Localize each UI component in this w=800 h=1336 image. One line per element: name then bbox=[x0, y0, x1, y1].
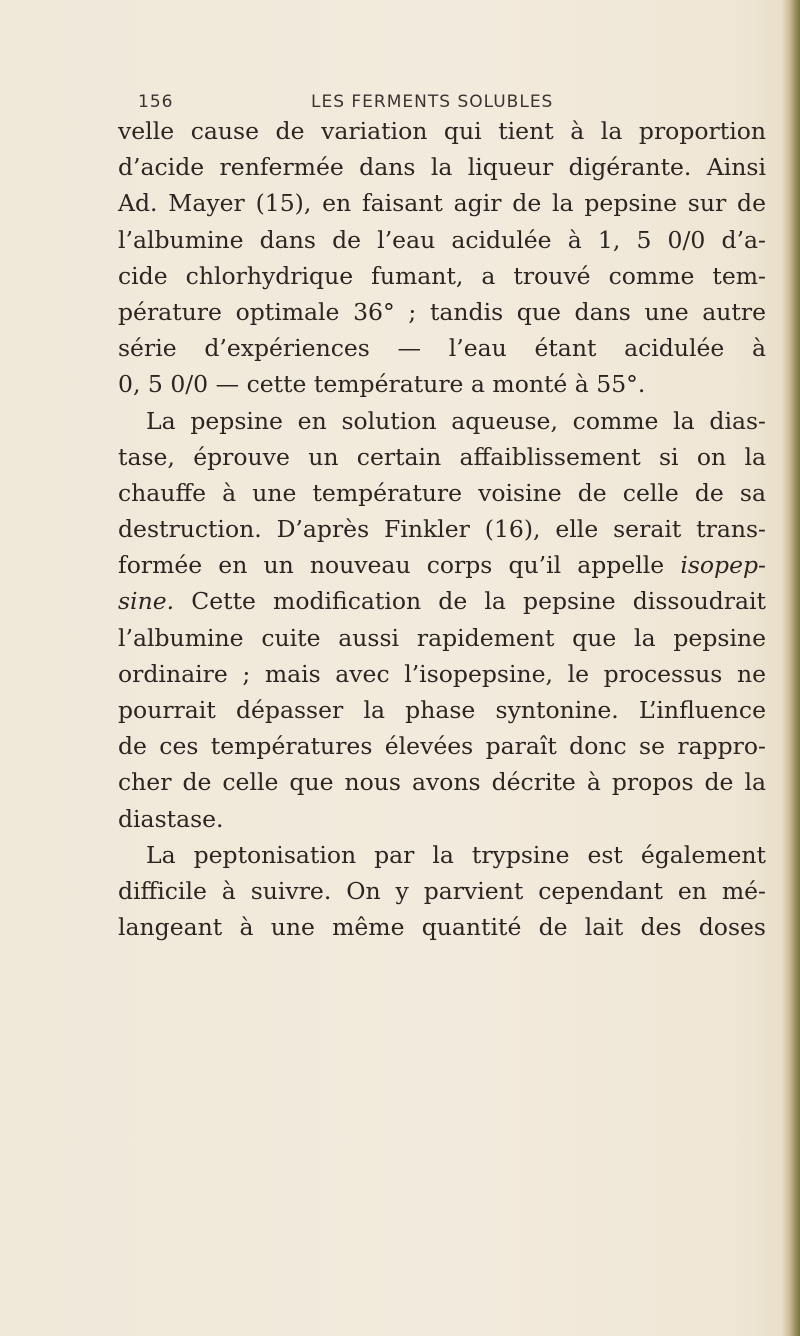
text-line: cide chlorhydrique fumant, a trouvé comme tem- bbox=[118, 261, 766, 290]
running-head bbox=[138, 92, 758, 114]
paragraph-start: La peptonisation par la trypsine est également bbox=[146, 840, 766, 869]
body-text bbox=[118, 113, 766, 945]
text-line: velle cause de variation qui tient à la proportion bbox=[118, 117, 766, 145]
text-line: d’acide renfermée dans la liqueur digérante. Ainsi bbox=[118, 153, 766, 182]
running-head-title: LES FERMENTS SOLUBLES bbox=[311, 92, 554, 112]
page-edge-shadow bbox=[782, 0, 800, 1336]
text-line: de ces températures élevées paraît donc se rappro- bbox=[118, 732, 766, 761]
text-fragment: formée en un nouveau corps qu’il appelle bbox=[118, 551, 665, 580]
text-line bbox=[118, 547, 766, 583]
text-line: ordinaire ; mais avec l’isopepsine, le processus ne bbox=[118, 659, 766, 688]
text-line: pérature optimale 36° ; tandis que dans une autre bbox=[118, 297, 766, 326]
text-line: difficile à suivre. On y parvient cependant en mé- bbox=[118, 876, 766, 905]
text-line: série d’expériences — l’eau étant acidulée à bbox=[118, 334, 766, 363]
paragraph-start: La pepsine en solution aqueuse, comme la dias- bbox=[146, 406, 766, 435]
text-line: 0, 5 0/0 — cette température a monté à 55°. bbox=[118, 370, 646, 399]
text-line: Ad. Mayer (15), en faisant agir de la pepsine sur de bbox=[118, 189, 766, 218]
text-fragment: Cette modification de la pepsine dissoudrait bbox=[191, 587, 766, 616]
text-line: destruction. D’après Finkler (16), elle serait trans- bbox=[118, 515, 766, 544]
page-number: 156 bbox=[138, 92, 174, 112]
italic-term: isopep- bbox=[680, 551, 766, 580]
text-line: cher de celle que nous avons décrite à propos de la bbox=[118, 768, 766, 797]
text-line bbox=[118, 583, 766, 619]
text-line: chauffe à une température voisine de celle de sa bbox=[118, 478, 766, 507]
text-line: langeant à une même quantité de lait des doses bbox=[118, 913, 766, 942]
italic-term: sine. bbox=[118, 587, 175, 616]
text-line: l’albumine dans de l’eau acidulée à 1, 5 0/0 d’a- bbox=[118, 225, 766, 254]
text-line: diastase. bbox=[118, 804, 224, 833]
text-line: pourrait dépasser la phase syntonine. L’influence bbox=[118, 696, 766, 724]
text-line: tase, éprouve un certain affaiblissement si on la bbox=[118, 442, 766, 471]
text-line: l’albumine cuite aussi rapidement que la pepsine bbox=[118, 623, 766, 652]
